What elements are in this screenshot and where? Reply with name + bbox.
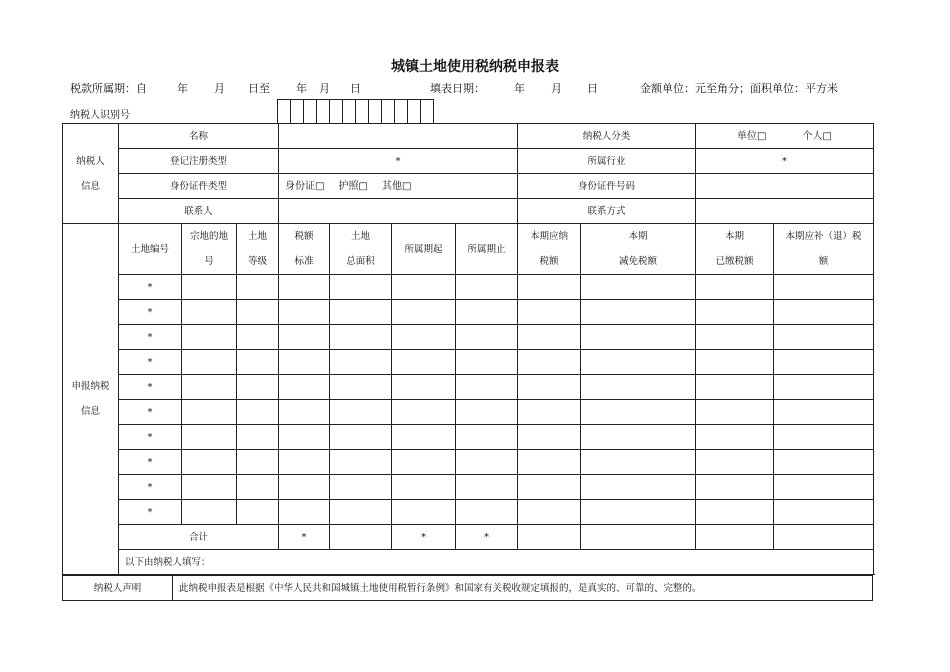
table-row xyxy=(63,400,874,425)
id-type-options[interactable] xyxy=(279,174,518,199)
land-number-cell[interactable]: * xyxy=(119,425,182,450)
land-number-cell[interactable]: * xyxy=(119,400,182,425)
land-number-cell[interactable]: * xyxy=(119,275,182,300)
header-tax-standard: 税额 标准 xyxy=(279,224,330,275)
total-label: 合计 xyxy=(119,525,279,550)
header-total-area: 土地 总面积 xyxy=(330,224,392,275)
taxpayer-category-options[interactable] xyxy=(696,124,874,149)
id-card-checkbox[interactable]: 身份证□ xyxy=(285,180,325,192)
tin-digit-box[interactable] xyxy=(278,100,291,124)
tin-digit-box[interactable] xyxy=(343,100,356,124)
header-parcel-number: 宗地的地 号 xyxy=(182,224,237,275)
header-tax-due-refund: 本期应补（退）税 额 xyxy=(774,224,874,275)
other-id-checkbox[interactable]: 其他□ xyxy=(382,180,412,192)
header-tax-payable: 本期应纳 税额 xyxy=(518,224,581,275)
day-label: 日 xyxy=(587,82,598,95)
land-number-cell[interactable]: * xyxy=(119,325,182,350)
name-label: 名称 xyxy=(119,124,279,149)
fill-note: 以下由纳税人填写： xyxy=(119,550,874,575)
total-tax-paid[interactable] xyxy=(696,525,774,550)
id-number-field[interactable] xyxy=(696,174,874,199)
registration-type-field[interactable]: * xyxy=(279,149,518,174)
month-label: 月 xyxy=(214,82,225,95)
table-row xyxy=(63,350,874,375)
land-number-cell[interactable]: * xyxy=(119,300,182,325)
taxpayer-category-label: 纳税人分类 xyxy=(518,124,696,149)
land-number-cell[interactable]: * xyxy=(119,350,182,375)
industry-field[interactable]: * xyxy=(696,149,874,174)
total-period-start: * xyxy=(392,525,456,550)
tin-digit-box[interactable] xyxy=(291,100,304,124)
contact-method-field[interactable] xyxy=(696,199,874,224)
month-label: 月 xyxy=(551,82,562,95)
name-field[interactable] xyxy=(279,124,518,149)
tin-boxes xyxy=(277,99,434,124)
category-unit-checkbox[interactable]: 单位□ xyxy=(737,130,767,142)
month-label: 月 xyxy=(319,82,330,95)
tin-digit-box[interactable] xyxy=(408,100,421,124)
header-land-grade: 土地 等级 xyxy=(237,224,279,275)
header-land-number: 土地编号 xyxy=(119,224,182,275)
passport-checkbox[interactable]: 护照□ xyxy=(338,180,368,192)
total-period-end: * xyxy=(456,525,518,550)
day-label: 日 xyxy=(350,82,361,95)
form-title: 城镇土地使用税纳税申报表 xyxy=(391,59,559,75)
tin-digit-box[interactable] xyxy=(330,100,343,124)
fill-date-label: 填表日期： xyxy=(430,82,485,95)
statement-label: 纳税人声明 xyxy=(63,576,173,601)
table-row xyxy=(63,325,874,350)
table-row xyxy=(63,450,874,475)
tin-digit-box[interactable] xyxy=(421,100,434,124)
id-type-label: 身份证件类型 xyxy=(119,174,279,199)
land-number-cell[interactable]: * xyxy=(119,450,182,475)
table-row xyxy=(63,275,874,300)
land-number-cell[interactable]: * xyxy=(119,500,182,525)
table-row xyxy=(63,425,874,450)
year-label: 年 xyxy=(514,82,525,95)
contact-label: 联系人 xyxy=(119,199,279,224)
table-row xyxy=(63,500,874,525)
tin-digit-box[interactable] xyxy=(356,100,369,124)
total-tax-relief[interactable] xyxy=(581,525,696,550)
tin-digit-box[interactable] xyxy=(369,100,382,124)
header-tax-relief: 本期 减免税额 xyxy=(581,224,696,275)
contact-field[interactable] xyxy=(279,199,518,224)
contact-method-label: 联系方式 xyxy=(518,199,696,224)
total-area[interactable] xyxy=(330,525,392,550)
year-label: 年 xyxy=(296,82,307,95)
tin-digit-box[interactable] xyxy=(395,100,408,124)
total-tax-standard: * xyxy=(279,525,330,550)
tin-label: 纳税人识别号 xyxy=(70,110,130,121)
total-tax-due[interactable] xyxy=(774,525,874,550)
header-tax-paid: 本期 已缴税额 xyxy=(696,224,774,275)
taxpayer-info-section-label: 纳税人 信息 xyxy=(63,124,119,224)
table-row xyxy=(63,375,874,400)
id-number-label: 身份证件号码 xyxy=(518,174,696,199)
declaration-statement xyxy=(62,575,873,601)
table-row xyxy=(63,475,874,500)
tax-return-table xyxy=(62,123,874,575)
tin-digit-box[interactable] xyxy=(382,100,395,124)
industry-label: 所属行业 xyxy=(518,149,696,174)
total-tax-payable[interactable] xyxy=(518,525,581,550)
header-period-end: 所属期止 xyxy=(456,224,518,275)
land-number-cell[interactable]: * xyxy=(119,375,182,400)
category-personal-checkbox[interactable]: 个人□ xyxy=(802,130,832,142)
units-note: 金额单位：元至角分；面积单位：平方米 xyxy=(640,82,838,95)
tax-period-label: 税款所属期：自 xyxy=(70,82,147,95)
header-period-start: 所属期起 xyxy=(392,224,456,275)
tin-digit-box[interactable] xyxy=(317,100,330,124)
declaration-section-label: 申报纳税 信息 xyxy=(63,224,119,575)
tin-digit-box[interactable] xyxy=(304,100,317,124)
registration-type-label: 登记注册类型 xyxy=(119,149,279,174)
statement-text: 此纳税申报表是根据《中华人民共和国城镇土地使用税暂行条例》和国家有关税收规定填报的，是真实的、可靠的、完整的。 xyxy=(173,576,873,601)
table-row xyxy=(63,300,874,325)
total-row xyxy=(63,525,874,550)
year-label: 年 xyxy=(177,82,188,95)
land-number-cell[interactable]: * xyxy=(119,475,182,500)
day-to-label: 日至 xyxy=(248,82,270,95)
